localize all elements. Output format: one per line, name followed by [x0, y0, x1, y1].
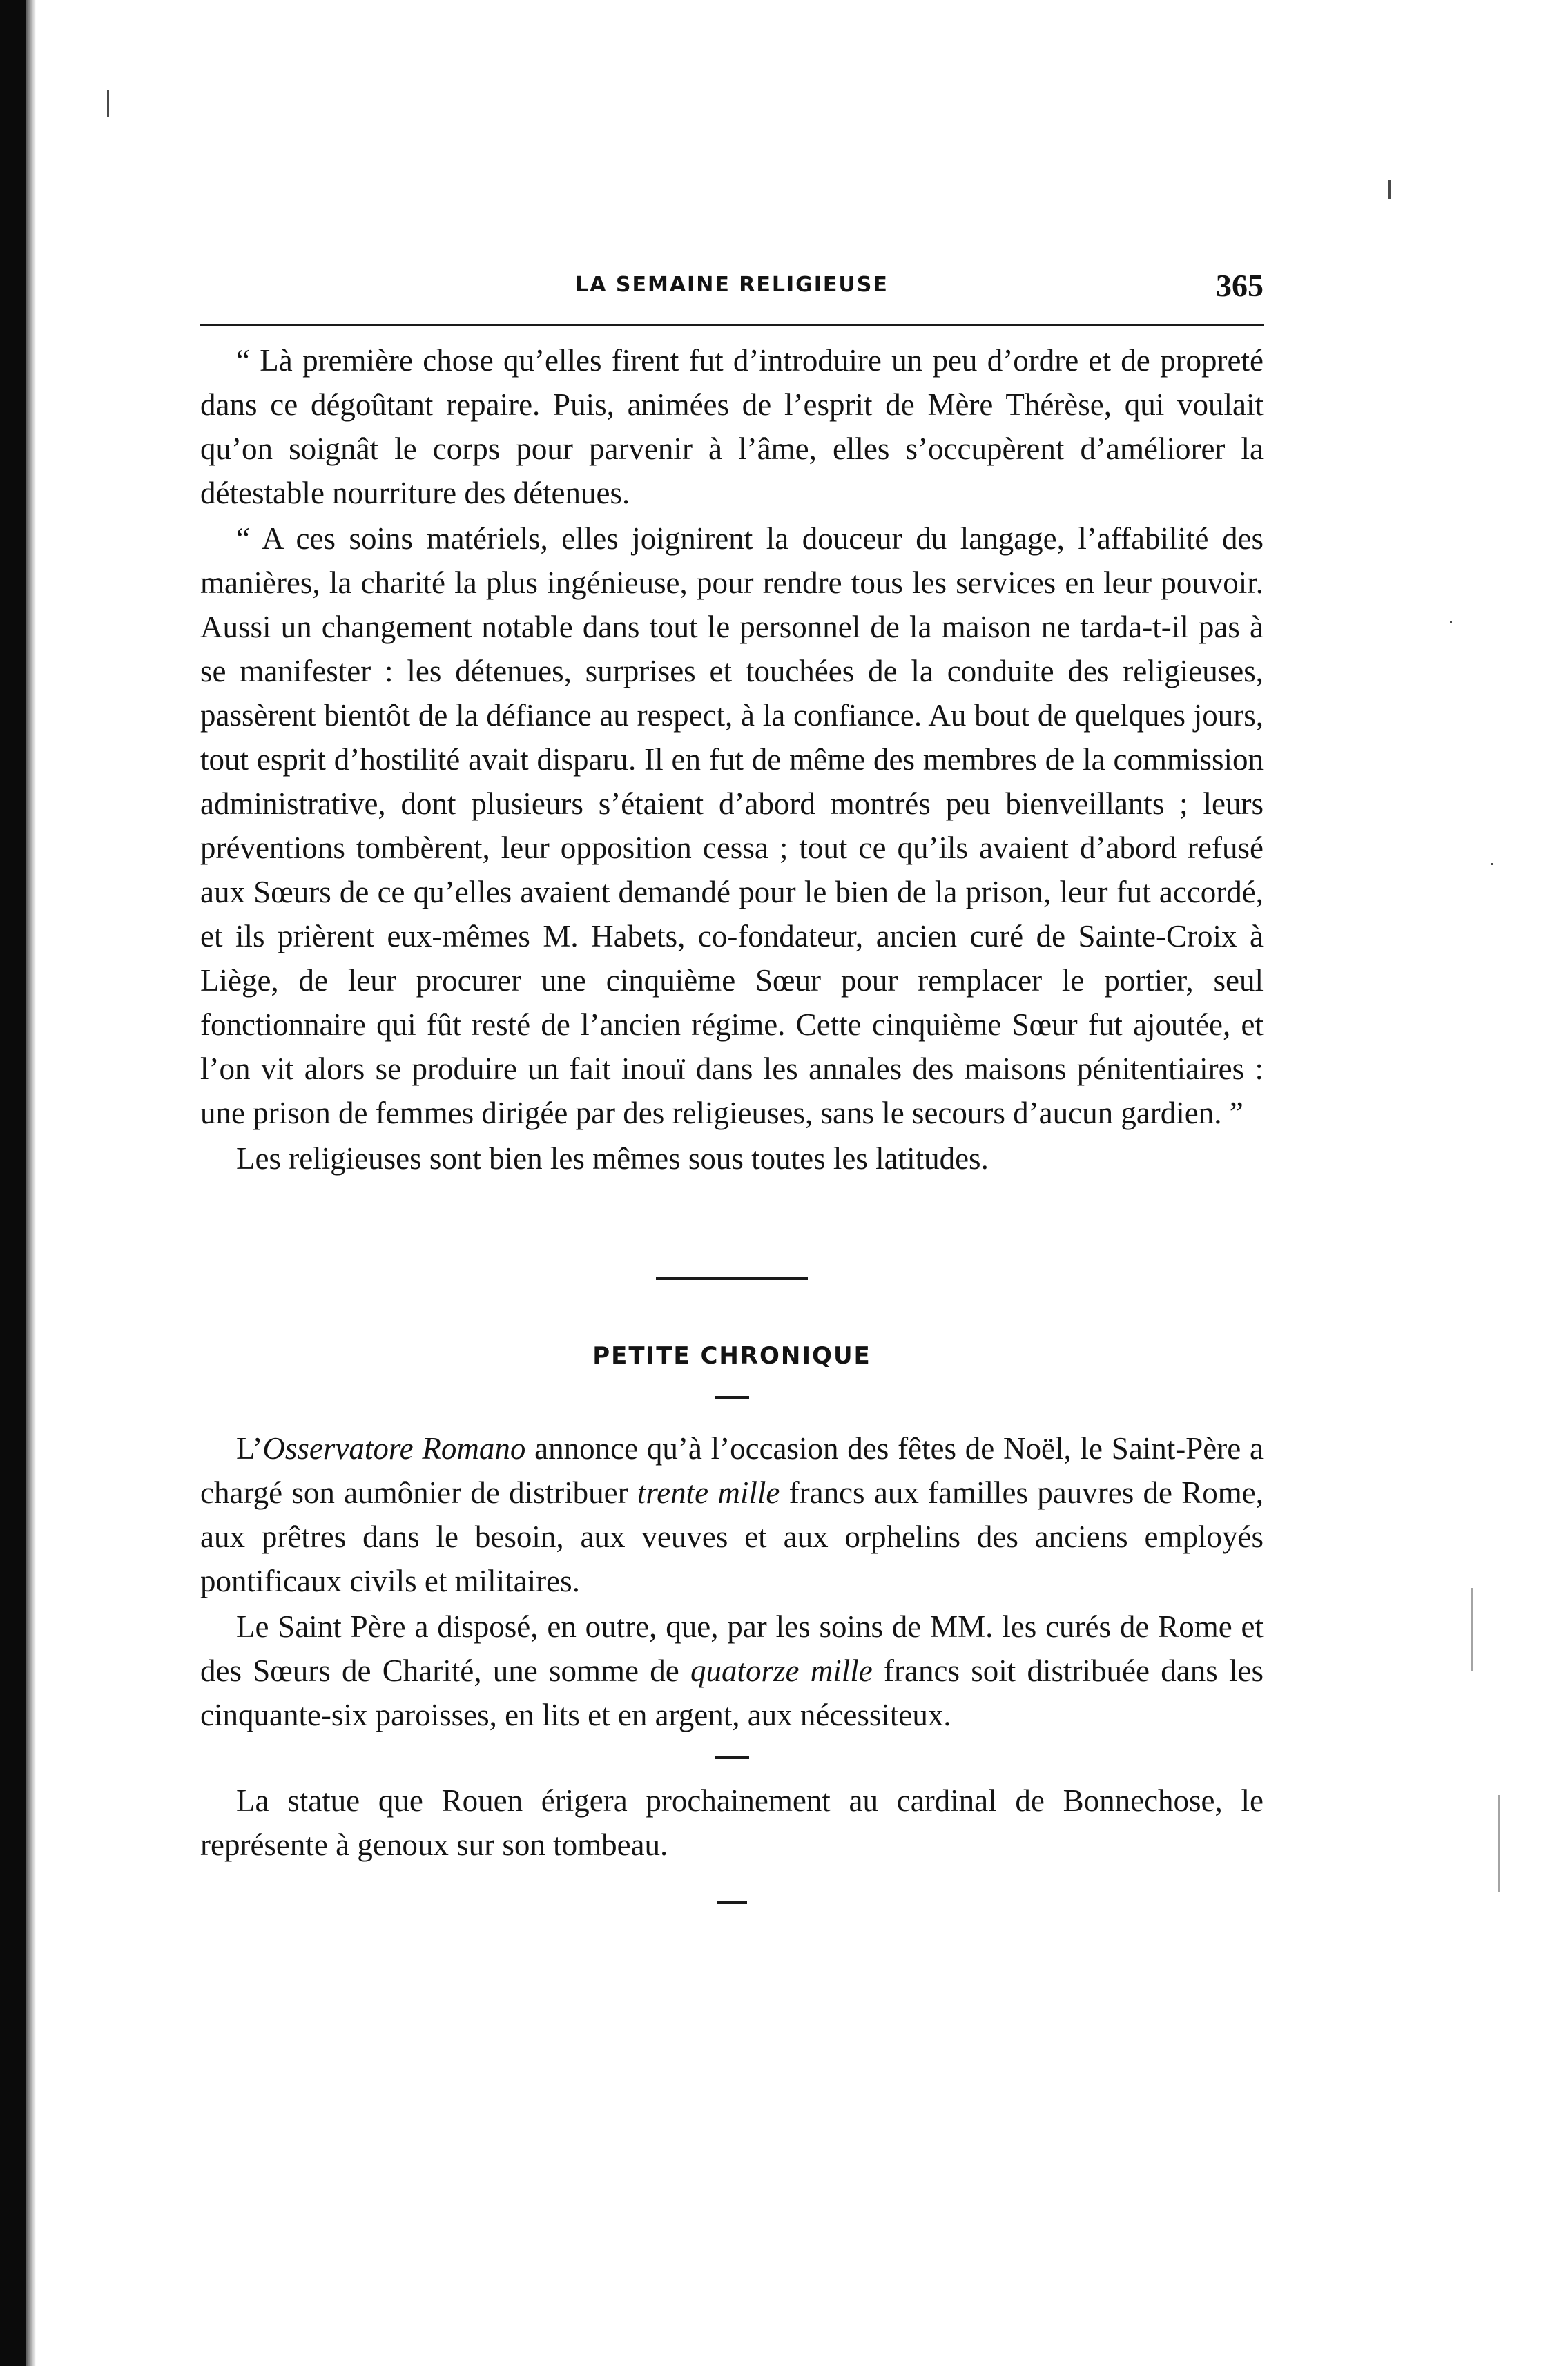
end-divider [717, 1901, 747, 1904]
paragraph: “ A ces soins matériels, elles joignirent la douceur du langage, l’affabilité des manières, la charité la plus ingénieuse, pour rendre tous les services en leur pouvoir. Aussi un changement notable dans tout le personnel de la maison ne tarda-t-il pas à se manifester : les détenues, surprises et touchées de la conduite des religieuses, passèrent bientôt de la défiance au respect, à la confiance. Au bout de quelques jours, tout esprit d’hostilité avait disparu. Il en fut de même des membres de la commission administrative, dont plusieurs s’étaient d’abord montrés peu bienveillants ; leurs préventions tombèrent, leur opposition cessa ; tout ce qu’ils avaient d’abord refusé aux Sœurs de ce qu’elles avaient demandé pour le bien de la prison, leur fut accordé, et ils prièrent eux-mêmes M. Habets, co-fondateur, ancien curé de Sainte-Croix à Liège, de leur procurer une cinquième Sœur pour remplacer le portier, seul fonctionnaire qui fût resté de l’ancien régime. Cette cinquième Sœur fut ajoutée, et l’on vit alors se produire un fait inouï dans les annales des maisons pénitentiaires : une prison de femmes dirigée par des religieuses, sans le secours d’aucun gardien. ” [200, 521, 1264, 1130]
book-gutter [26, 0, 36, 2366]
text-run: annonce qu’à l’occasion des fêtes de Noël, le Saint-Père a chargé son aumônier de distribuer [200, 1431, 1264, 1510]
page-header [200, 268, 1264, 314]
book-spine-shadow [0, 0, 26, 2366]
scan-speck [1498, 1795, 1500, 1892]
chronicle-paragraph [200, 1426, 1264, 1603]
scan-speck [1491, 863, 1493, 865]
paragraph: Les religieuses sont bien les mêmes sous toutes les latitudes. [236, 1141, 989, 1176]
text-run: francs soit distribuée dans les cinquante-six paroisses, en lits et en argent, aux nécessiteux. [200, 1654, 1264, 1732]
scan-speck [1450, 621, 1452, 623]
scan-speck [1388, 180, 1391, 199]
chronicle-paragraph: La statue que Rouen érigera prochainement au cardinal de Bonnechose, le représente à genoux sur son tombeau. [200, 1783, 1264, 1862]
section-title: PETITE CHRONIQUE [592, 1342, 871, 1370]
newspaper-title: Osservatore Romano [262, 1431, 526, 1466]
short-divider [715, 1756, 749, 1759]
text-run: Le Saint Père a disposé, en outre, que, par les soins de MM. les curés de Rome et des Sœurs de Charité, une somme de [200, 1609, 1264, 1688]
text-run: francs aux familles pauvres de Rome, aux prêtres dans le besoin, aux veuves et aux orphelins des anciens employés pontificaux civils et militaires. [200, 1475, 1264, 1598]
page-body [200, 268, 1264, 1904]
running-title: LA SEMAINE RELIGIEUSE [575, 273, 889, 297]
emphasis: trente mille [637, 1475, 780, 1510]
scan-speck [107, 90, 109, 117]
header-rule [200, 324, 1264, 326]
short-divider [715, 1396, 749, 1399]
paragraph: “ Là première chose qu’elles firent fut d’introduire un peu d’ordre et de propreté dans ce dégoûtant repaire. Puis, animées de l’esprit de Mère Thérèse, qui voulait qu’on soignât le corps pour parvenir à l’âme, elles s’occupèrent d’améliorer la détestable nourriture des détenues. [200, 343, 1264, 510]
page-number: 365 [1216, 268, 1264, 303]
scan-speck [1471, 1588, 1473, 1671]
section-divider [656, 1277, 808, 1280]
chronicle-paragraph [200, 1604, 1264, 1737]
text-run: L’ [236, 1431, 263, 1466]
emphasis: quatorze mille [690, 1654, 873, 1688]
